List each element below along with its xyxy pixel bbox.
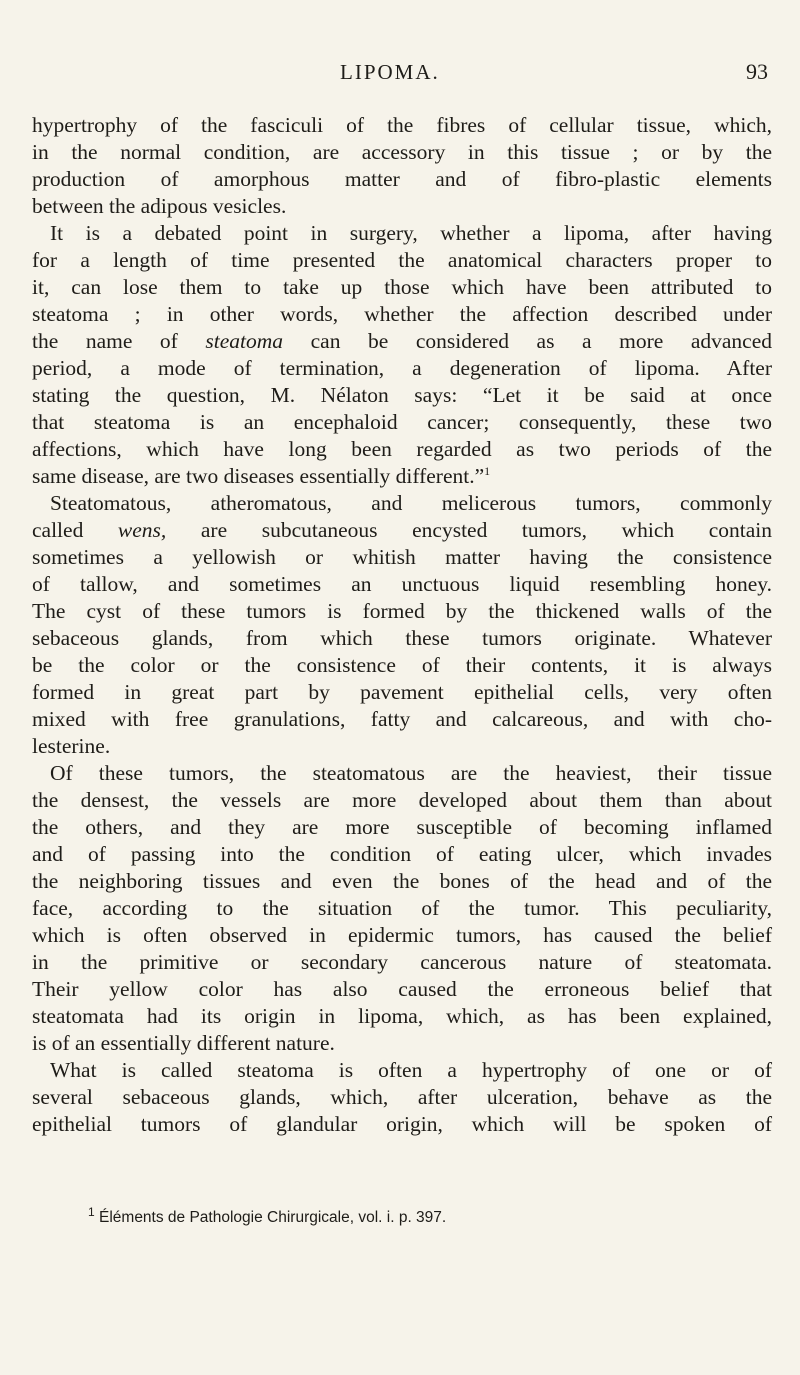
text-line: affections, which have long been regarded as two periods of the — [32, 437, 772, 461]
text-line: face, according to the situation of the tumor. This peculiarity, — [32, 896, 772, 920]
text-span: are subcutaneous encysted tumors, which contain — [200, 518, 773, 542]
text-line: lesterine. — [32, 734, 111, 758]
footnote-mark: 1 — [88, 1204, 95, 1219]
text-line: of tallow, and sometimes an unctuous liquid resembling honey. — [32, 572, 772, 596]
text-line: the neighboring tissues and even the bones of the head and of the — [32, 869, 772, 893]
text-line: Of these tumors, the steatomatous are the heaviest, their tissue — [50, 761, 772, 785]
text-line: the densest, the vessels are more developed about them than about — [32, 788, 772, 812]
text-line: is of an essentially different nature. — [32, 1031, 335, 1055]
paragraph-3 — [32, 490, 772, 760]
text-line: formed in great part by pavement epithelial cells, very often — [32, 680, 772, 704]
paragraph-2 — [32, 220, 772, 490]
text-line: The cyst of these tumors is formed by the thickened walls of the — [32, 599, 772, 623]
text-line: it, can lose them to take up those which have been attributed to — [32, 275, 772, 299]
text-span: the name of — [32, 329, 178, 353]
text-span: can be considered as a more advanced — [310, 329, 773, 353]
text-line: the others, and they are more susceptible of becoming inflamed — [32, 815, 772, 839]
text-line: in the primitive or secondary cancerous nature of steatomata. — [32, 950, 772, 974]
text-line — [32, 463, 772, 490]
text-line: several sebaceous glands, which, after ulceration, behave as the — [32, 1085, 772, 1109]
page-number: 93 — [746, 59, 768, 84]
text-span: called — [32, 518, 84, 542]
text-line: stating the question, M. Nélaton says: “Let it be said at once — [32, 383, 772, 407]
running-head — [0, 60, 800, 90]
text-line — [32, 328, 772, 355]
italic-term: wens, — [117, 518, 167, 542]
body-text — [32, 112, 772, 1138]
text-line: What is called steatoma is often a hypertrophy of one or of — [50, 1058, 772, 1082]
text-line: and of passing into the condition of eating ulcer, which invades — [32, 842, 772, 866]
running-title: LIPOMA. — [340, 60, 440, 84]
text-line: period, a mode of termination, a degeneration of lipoma. After — [32, 356, 772, 380]
text-line: It is a debated point in surgery, whether a lipoma, after having — [50, 221, 772, 245]
text-line: be the color or the consistence of their contents, it is always — [32, 653, 772, 677]
paragraph-1 — [32, 112, 772, 220]
italic-term: steatoma — [205, 329, 284, 353]
text-line: between the adipous vesicles. — [32, 194, 287, 218]
text-line: epithelial tumors of glandular origin, which will be spoken of — [32, 1112, 772, 1136]
footnote-reference: 1 — [484, 463, 491, 478]
text-line: sebaceous glands, from which these tumors originate. Whatever — [32, 626, 772, 650]
footnote — [88, 1204, 788, 1228]
paragraph-4 — [32, 760, 772, 1057]
text-line: Their yellow color has also caused the erroneous belief that — [32, 977, 772, 1001]
text-span: same disease, are two diseases essentially different.” — [32, 464, 485, 488]
text-line: which is often observed in epidermic tumors, has caused the belief — [32, 923, 772, 947]
text-line: Steatomatous, atheromatous, and melicerous tumors, commonly — [50, 491, 772, 515]
text-line: sometimes a yellowish or whitish matter having the consistence — [32, 545, 772, 569]
paragraph-5 — [32, 1057, 772, 1138]
footnote-text: Éléments de Pathologie Chirurgicale, vol. i. p. 397. — [99, 1209, 447, 1226]
text-line: that steatoma is an encephaloid cancer; consequently, these two — [32, 410, 772, 434]
text-line: production of amorphous matter and of fibro-plastic elements — [32, 167, 772, 191]
text-line: for a length of time presented the anatomical characters proper to — [32, 248, 772, 272]
text-line: in the normal condition, are accessory in this tissue ; or by the — [32, 140, 772, 164]
text-line — [32, 517, 772, 544]
text-line: mixed with free granulations, fatty and calcareous, and with cho- — [32, 707, 772, 731]
text-line: steatoma ; in other words, whether the affection described under — [32, 302, 772, 326]
text-line: hypertrophy of the fasciculi of the fibres of cellular tissue, which, — [32, 113, 772, 137]
text-line: steatomata had its origin in lipoma, which, as has been explained, — [32, 1004, 772, 1028]
